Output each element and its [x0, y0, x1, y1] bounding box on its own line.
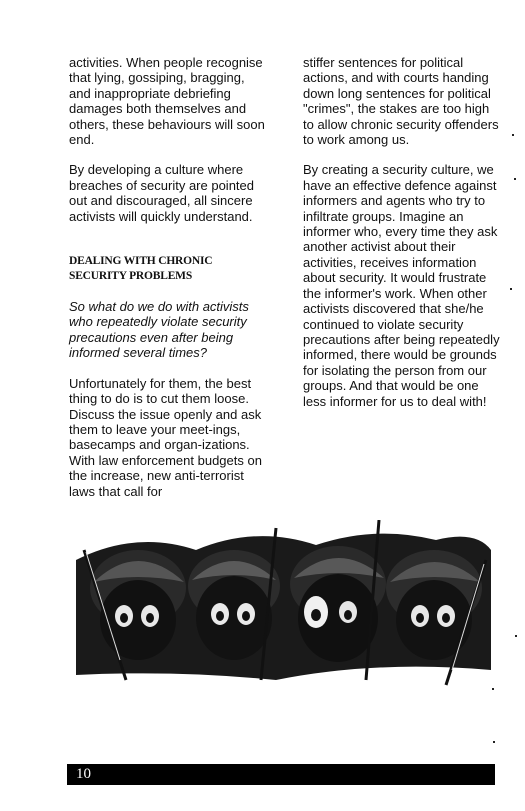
- speck-mark: [514, 178, 516, 180]
- right-paragraph-2: By creating a security culture, we have an effective defence against informers and agents who try to infiltrate groups. Imagine an informer who, every time they ask another activist about their activities, receives information about security. It would frustrate the informer's work. When other activists discovered that she/he continued to violate security precautions after being repeatedly informed, there would be grounds for isolating the person from our groups. And that would be one less informer for us to deal with!: [303, 162, 500, 409]
- section-heading: DEALING WITH CHRONIC SECURITY PROBLEMS: [69, 255, 213, 283]
- footer-bar: [67, 764, 495, 785]
- speck-mark: [515, 635, 517, 637]
- soldiers-illustration: [76, 520, 491, 690]
- right-paragraph-1: stiffer sentences for political actions, and with courts handing down long sentences for political "crimes", the stakes are too high to allow chronic security offenders to work among us.: [303, 55, 499, 148]
- left-paragraph-1: activities. When people recognise that lying, gossiping, bragging, and inappropriate debriefing damages both themselves and others, these behaviours will soon end.: [69, 55, 265, 148]
- left-paragraph-3: Unfortunately for them, the best thing to do is to cut them loose. Discuss the issue openly and ask them to leave your meet-ings, basecamps and organ-izations. With law enforcement budgets on the increase, new anti-terrorist laws that call for: [69, 375, 262, 499]
- speck-mark: [510, 288, 512, 290]
- speck-mark: [493, 741, 495, 743]
- question-paragraph: So what do we do with activists who repeatedly violate security precautions even after being informed several times?: [69, 299, 249, 361]
- speck-mark: [492, 688, 494, 690]
- speck-mark: [512, 134, 514, 136]
- left-column: [69, 55, 269, 514]
- page-number: 10: [76, 766, 91, 782]
- right-column: [303, 55, 503, 424]
- left-paragraph-2: By developing a culture where breaches of security are pointed out and discouraged, all sincere activists will quickly understand.: [69, 162, 254, 224]
